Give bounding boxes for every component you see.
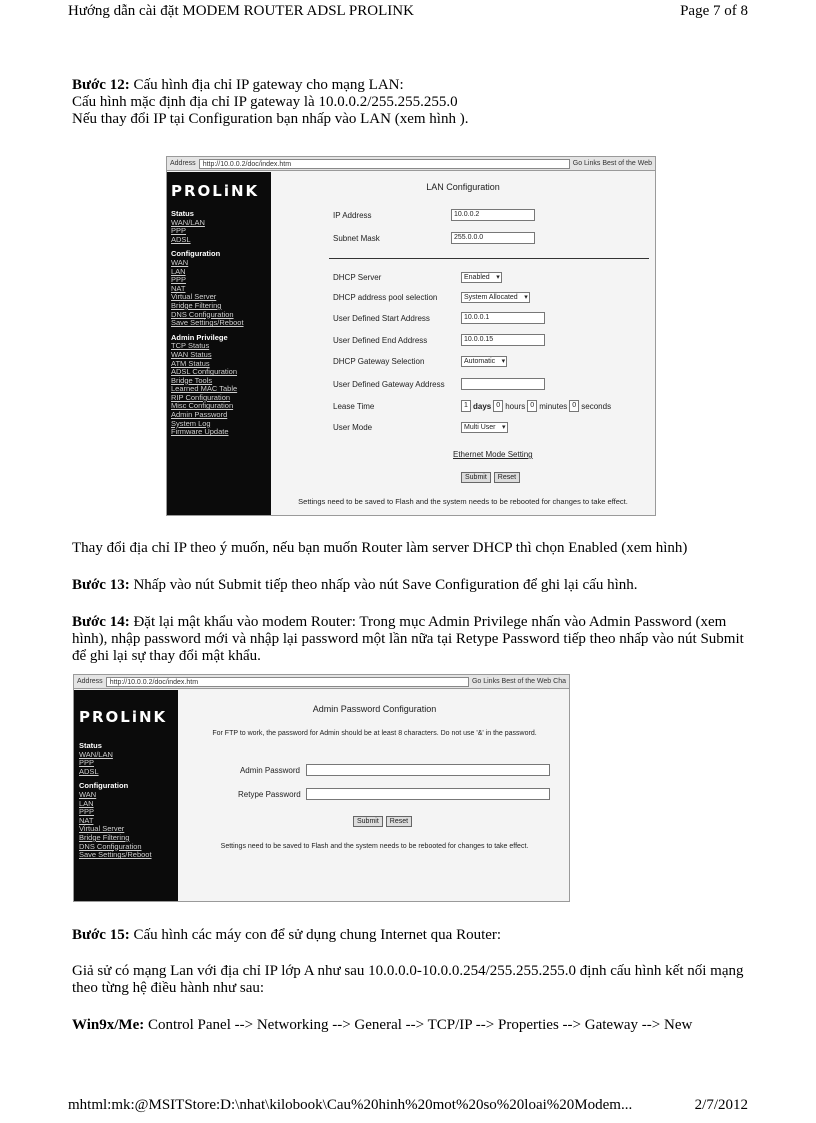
nav-status-heading: Status [171, 209, 194, 218]
retype-password-label: Retype Password [238, 789, 301, 799]
pool-selection-select[interactable]: System Allocated ▾ [461, 292, 530, 303]
win9x-block [72, 1017, 752, 1034]
start-address-label: User Defined Start Address [333, 313, 430, 323]
nav-config-heading: Configuration [171, 249, 221, 259]
nav-admin-item[interactable]: Bridge Tools [171, 375, 213, 385]
step14-block [72, 614, 752, 665]
nav-config-item[interactable]: WAN [79, 789, 97, 799]
admin-password-label: Admin Password [239, 765, 300, 775]
url-input[interactable]: http://10.0.0.2/doc/index.htm [106, 677, 469, 687]
nav-config-item[interactable]: Virtual Server [171, 292, 217, 302]
subnet-mask-label: Subnet Mask [333, 233, 380, 243]
admin-password-input[interactable] [306, 764, 550, 776]
nav-config-item[interactable]: PPP [171, 275, 187, 285]
nav-admin-item[interactable]: System Log [171, 418, 211, 428]
address-label: Address [170, 160, 196, 167]
flash-note: Settings need to be saved to Flash and the system needs to be rebooted for changes to take effect. [220, 843, 529, 850]
nav-config-heading: Configuration [79, 781, 129, 791]
step12-line3: Nếu thay đổi IP tại Configuration bạn nhấp vào LAN (xem hình ). [72, 111, 469, 127]
nav-admin-item[interactable]: ATM Status [171, 358, 210, 368]
url-input[interactable]: http://10.0.0.2/doc/index.htm [199, 159, 570, 169]
nav-status-item[interactable]: PPP [79, 758, 95, 768]
lease-minutes-input[interactable]: 0 [527, 400, 537, 412]
nav-config-item[interactable]: Bridge Filtering [171, 300, 222, 310]
nav-config-item[interactable]: DNS Configuration [171, 309, 234, 319]
nav-admin-item[interactable]: Learned MAC Table [171, 384, 238, 394]
gateway-selection-select[interactable]: Automatic ▾ [461, 356, 507, 367]
address-label: Address [77, 678, 103, 685]
nav-status-item[interactable]: WAN/LAN [171, 217, 205, 227]
toolbar-links[interactable]: Go Links Best of the Web [572, 160, 652, 167]
page-number: Page 7 of 8 [680, 3, 748, 19]
retype-password-input[interactable] [306, 788, 550, 800]
para-change-ip: Thay đổi địa chỉ IP theo ý muốn, nếu bạn muốn Router làm server DHCP thì chọn Enabled (xem hình) [72, 540, 688, 556]
nav-config-item[interactable]: Save Settings/Reboot [79, 850, 152, 860]
pool-selection-label: DHCP address pool selection [333, 293, 438, 302]
step14-text: Đặt lại mật khẩu vào modem Router: Trong mục Admin Privilege nhấn vào Admin Password (xem hình), nhập password mới và nhập lại password một lần nữa tại Retype Password tiếp theo nhấp vào nút Submit để ghi lại sự thay đổi mật khẩu. [72, 614, 744, 664]
step12-block [72, 77, 752, 128]
toolbar-links[interactable]: Go Links Best of the Web Cha [471, 678, 566, 685]
reset-button[interactable]: Reset [494, 472, 520, 483]
gateway-selection-label: DHCP Gateway Selection [333, 357, 425, 366]
step12-line2: Cấu hình mặc định địa chỉ IP gateway là 10.0.0.2/255.255.255.0 [72, 94, 458, 110]
lease-seconds-unit: seconds [581, 401, 612, 411]
nav-config-item[interactable]: Virtual Server [79, 824, 125, 834]
nav-config-item[interactable]: WAN [171, 257, 189, 267]
user-mode-label: User Mode [333, 423, 373, 432]
end-address-label: User Defined End Address [333, 335, 428, 345]
nav-admin-item[interactable]: WAN Status [171, 349, 212, 359]
address-bar [167, 157, 655, 171]
nav-config-item[interactable]: NAT [79, 815, 94, 825]
sidebar [167, 172, 271, 515]
nav-admin-item[interactable]: RIP Configuration [171, 392, 231, 402]
nav-config-item[interactable]: PPP [79, 807, 95, 817]
nav-config-item[interactable]: NAT [171, 283, 186, 293]
nav-status-item[interactable]: ADSL [79, 766, 99, 776]
submit-button[interactable]: Submit [461, 472, 491, 483]
nav-status-item[interactable]: WAN/LAN [79, 749, 113, 759]
footer-date: 2/7/2012 [694, 1097, 748, 1113]
lease-days-unit: days [473, 401, 492, 411]
nav-config-item[interactable]: LAN [79, 798, 94, 808]
lan-config-panel [271, 172, 655, 515]
dhcp-server-select[interactable]: Enabled ▾ [461, 272, 502, 283]
reset-button[interactable]: Reset [386, 816, 412, 827]
nav-admin-item[interactable]: Admin Password [171, 410, 228, 420]
nav-config-item[interactable]: LAN [171, 266, 186, 276]
step13-block [72, 577, 752, 594]
step15-text: Cấu hình các máy con để sử dụng chung Internet qua Router: [129, 927, 502, 943]
lease-hours-unit: hours [505, 401, 526, 411]
step13-text: Nhấp vào nút Submit tiếp theo nhấp vào nút Save Configuration để ghi lại cấu hình. [129, 577, 638, 593]
ethernet-mode-link[interactable]: Ethernet Mode Setting [453, 450, 533, 459]
nav-admin-item[interactable]: Firmware Update [171, 427, 229, 437]
start-address-input[interactable]: 10.0.0.1 [461, 312, 545, 324]
page-header [68, 3, 748, 20]
lan-config-screenshot [166, 156, 656, 516]
password-info: For FTP to work, the password for Admin should be at least 8 characters. Do not use '&' in the password. [212, 730, 537, 737]
user-mode-select[interactable]: Multi User ▾ [461, 422, 508, 433]
lease-days-input[interactable]: 1 [461, 400, 471, 412]
step12-label: Bước 12: [72, 77, 130, 93]
admin-password-panel [178, 690, 569, 901]
subnet-mask-input[interactable]: 255.0.0.0 [451, 232, 535, 244]
nav-admin-item[interactable]: TCP Status [171, 341, 210, 351]
page-footer [68, 1097, 748, 1114]
step12-text: Cấu hình địa chỉ IP gateway cho mạng LAN: [129, 77, 404, 93]
nav-admin-item[interactable]: Misc Configuration [171, 401, 234, 411]
lease-time-label: Lease Time [333, 401, 375, 411]
nav-status-item[interactable]: ADSL [171, 234, 191, 244]
nav-status-item[interactable]: PPP [171, 226, 187, 236]
ip-address-input[interactable]: 10.0.0.2 [451, 209, 535, 221]
nav-config-item[interactable]: Save Settings/Reboot [171, 318, 244, 328]
step14-label: Bước 14: [72, 614, 130, 630]
lease-minutes-unit: minutes [539, 401, 568, 411]
lease-hours-input[interactable]: 0 [493, 400, 503, 412]
page-title: LAN Configuration [426, 182, 500, 192]
page-title: Admin Password Configuration [312, 704, 437, 714]
nav-admin-heading: Admin Privilege [171, 332, 228, 342]
nav-config-item[interactable]: DNS Configuration [79, 841, 142, 851]
address-bar [74, 675, 569, 689]
nav-config-item[interactable]: Bridge Filtering [79, 832, 130, 842]
gateway-address-label: User Defined Gateway Address [333, 379, 445, 389]
submit-button[interactable]: Submit [353, 816, 383, 827]
step15-block [72, 927, 752, 944]
win9x-label: Win9x/Me: [72, 1017, 145, 1033]
gateway-address-input[interactable] [461, 378, 545, 390]
header-title: Hướng dẫn cài đặt MODEM ROUTER ADSL PROLINK [68, 3, 414, 19]
nav-status-heading: Status [79, 741, 102, 750]
divider [329, 258, 649, 259]
nav-admin-item[interactable]: ADSL Configuration [171, 367, 238, 377]
end-address-input[interactable]: 10.0.0.15 [461, 334, 545, 346]
step15-label: Bước 15: [72, 927, 130, 943]
step13-label: Bước 13: [72, 577, 130, 593]
win9x-text: Control Panel --> Networking --> General --> TCP/IP --> Properties --> Gateway --> New [144, 1017, 693, 1033]
lease-seconds-input[interactable]: 0 [569, 400, 579, 412]
admin-password-screenshot [73, 674, 570, 902]
flash-note: Settings need to be saved to Flash and the system needs to be rebooted for changes to take effect. [298, 497, 628, 506]
prolink-logo: PROLiNK [79, 708, 168, 726]
sidebar [74, 690, 178, 901]
footer-path: mhtml:mk:@MSITStore:D:\nhat\kilobook\Cau%20hinh%20mot%20so%20loai%20Modem... [68, 1097, 633, 1113]
prolink-logo: PROLiNK [171, 182, 260, 200]
ip-address-label: IP Address [333, 210, 372, 220]
para-lan: Giả sử có mạng Lan với địa chỉ IP lớp A như sau 10.0.0.0-10.0.0.254/255.255.255.0 định cấu hình kết nối mạng theo từng hệ điều hành như sau: [72, 963, 744, 996]
dhcp-server-label: DHCP Server [333, 273, 382, 282]
